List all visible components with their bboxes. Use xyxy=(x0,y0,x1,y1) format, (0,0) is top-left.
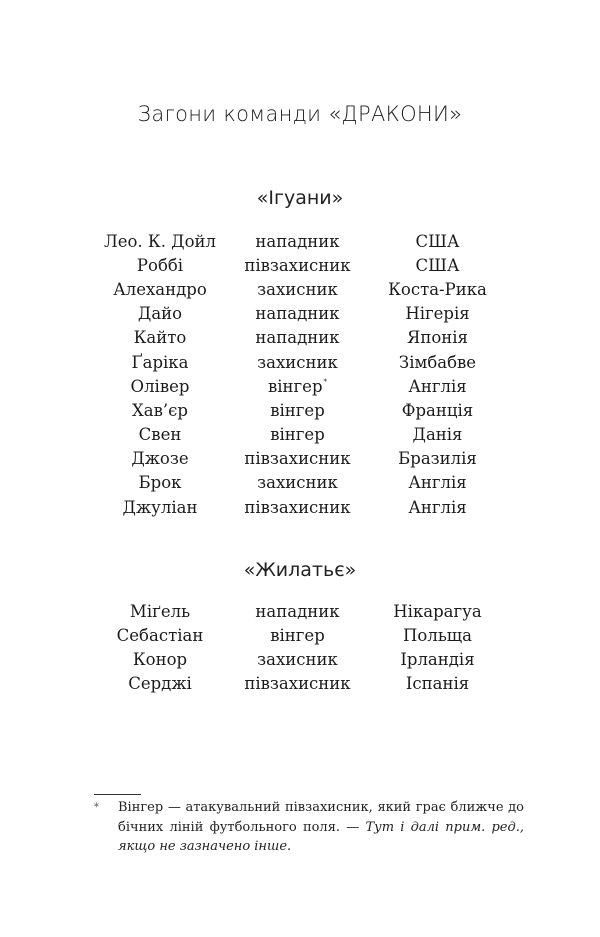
player-name: Конор xyxy=(132,649,188,669)
footnote-marker: * xyxy=(94,802,99,813)
footnote-divider xyxy=(94,794,141,795)
player-name: Олівер xyxy=(130,376,190,396)
player-position: нападник xyxy=(255,231,340,251)
table-row xyxy=(95,302,505,326)
player-position: нападник xyxy=(255,601,340,621)
player-country: Англія xyxy=(408,473,467,493)
squad-title-iguany: «Ігуани» xyxy=(256,187,344,209)
player-name: Дайо xyxy=(137,304,183,324)
table-row xyxy=(95,672,505,696)
player-position-with-note xyxy=(225,377,370,396)
player-country: Бразилія xyxy=(398,449,477,469)
player-position: захисник xyxy=(257,473,338,493)
player-name: Себастіан xyxy=(116,625,204,645)
player-name: Серджі xyxy=(128,674,192,694)
player-position: півзахисник xyxy=(244,674,351,694)
table-row xyxy=(95,447,505,471)
player-position: вінгер xyxy=(270,425,325,445)
player-country: Данія xyxy=(412,425,463,445)
table-row xyxy=(95,623,505,647)
table-row xyxy=(95,471,505,495)
player-name: Хав’єр xyxy=(132,400,188,420)
squad-table-iguany xyxy=(95,229,505,519)
player-name: Джозе xyxy=(131,449,189,469)
squad-table-zhylatie xyxy=(95,599,505,696)
player-name: Свен xyxy=(138,425,182,445)
player-name: Лео. К. Дойл xyxy=(103,231,217,251)
player-name: Брок xyxy=(138,473,182,493)
table-row xyxy=(95,350,505,374)
footnote-body: Вінгер — атакувальний півзахисник, який грає ближче до бічних ліній футбольного поля. — xyxy=(118,800,524,835)
player-country: Ірландія xyxy=(400,649,475,669)
player-name: Джуліан xyxy=(122,497,198,517)
table-row xyxy=(95,229,505,253)
player-position: півзахисник xyxy=(244,497,351,517)
player-position: нападник xyxy=(255,304,340,324)
player-position: захисник xyxy=(257,279,338,299)
table-row xyxy=(95,398,505,422)
footnote-marker: * xyxy=(323,377,328,386)
player-position: вінгер xyxy=(267,376,323,396)
player-country: Нігерія xyxy=(405,304,470,324)
player-country: США xyxy=(415,255,460,275)
player-country: Франція xyxy=(401,400,474,420)
player-position: вінгер xyxy=(270,400,325,420)
player-country: Англія xyxy=(408,376,467,396)
table-row xyxy=(95,253,505,277)
player-position: вінгер xyxy=(270,625,325,645)
player-position: півзахисник xyxy=(244,449,351,469)
table-row xyxy=(95,599,505,623)
player-country: Коста-Рика xyxy=(388,279,487,299)
squad-title-zhylatie: «Жилатьє» xyxy=(243,559,357,581)
table-row xyxy=(95,374,505,398)
player-name: Міґель xyxy=(129,601,191,621)
player-name: Ґаріка xyxy=(131,352,189,372)
player-name: Алехандро xyxy=(113,279,207,299)
player-country: Японія xyxy=(407,328,468,348)
table-row xyxy=(95,277,505,301)
player-country: Англія xyxy=(408,497,467,517)
table-row xyxy=(95,326,505,350)
table-row xyxy=(95,423,505,447)
player-position: нападник xyxy=(255,328,340,348)
footnote xyxy=(94,798,524,857)
player-country: Нікарагуа xyxy=(393,601,482,621)
footnote-editor-note: Тут і далі прим. ред., якщо не зазначено інше. xyxy=(118,819,524,854)
player-name: Роббі xyxy=(136,255,184,275)
player-position: захисник xyxy=(257,352,338,372)
player-country: Зімбабве xyxy=(398,352,477,372)
table-row xyxy=(95,647,505,671)
footnote-text xyxy=(118,798,524,857)
player-position: захисник xyxy=(257,649,338,669)
player-country: Іспанія xyxy=(405,674,470,694)
page-title: Загони команди «ДРАКОНИ» xyxy=(137,102,463,126)
player-position: півзахисник xyxy=(244,255,351,275)
player-name: Кайто xyxy=(133,328,187,348)
player-country: Польща xyxy=(403,625,472,645)
table-row xyxy=(95,495,505,519)
player-country: США xyxy=(415,231,460,251)
